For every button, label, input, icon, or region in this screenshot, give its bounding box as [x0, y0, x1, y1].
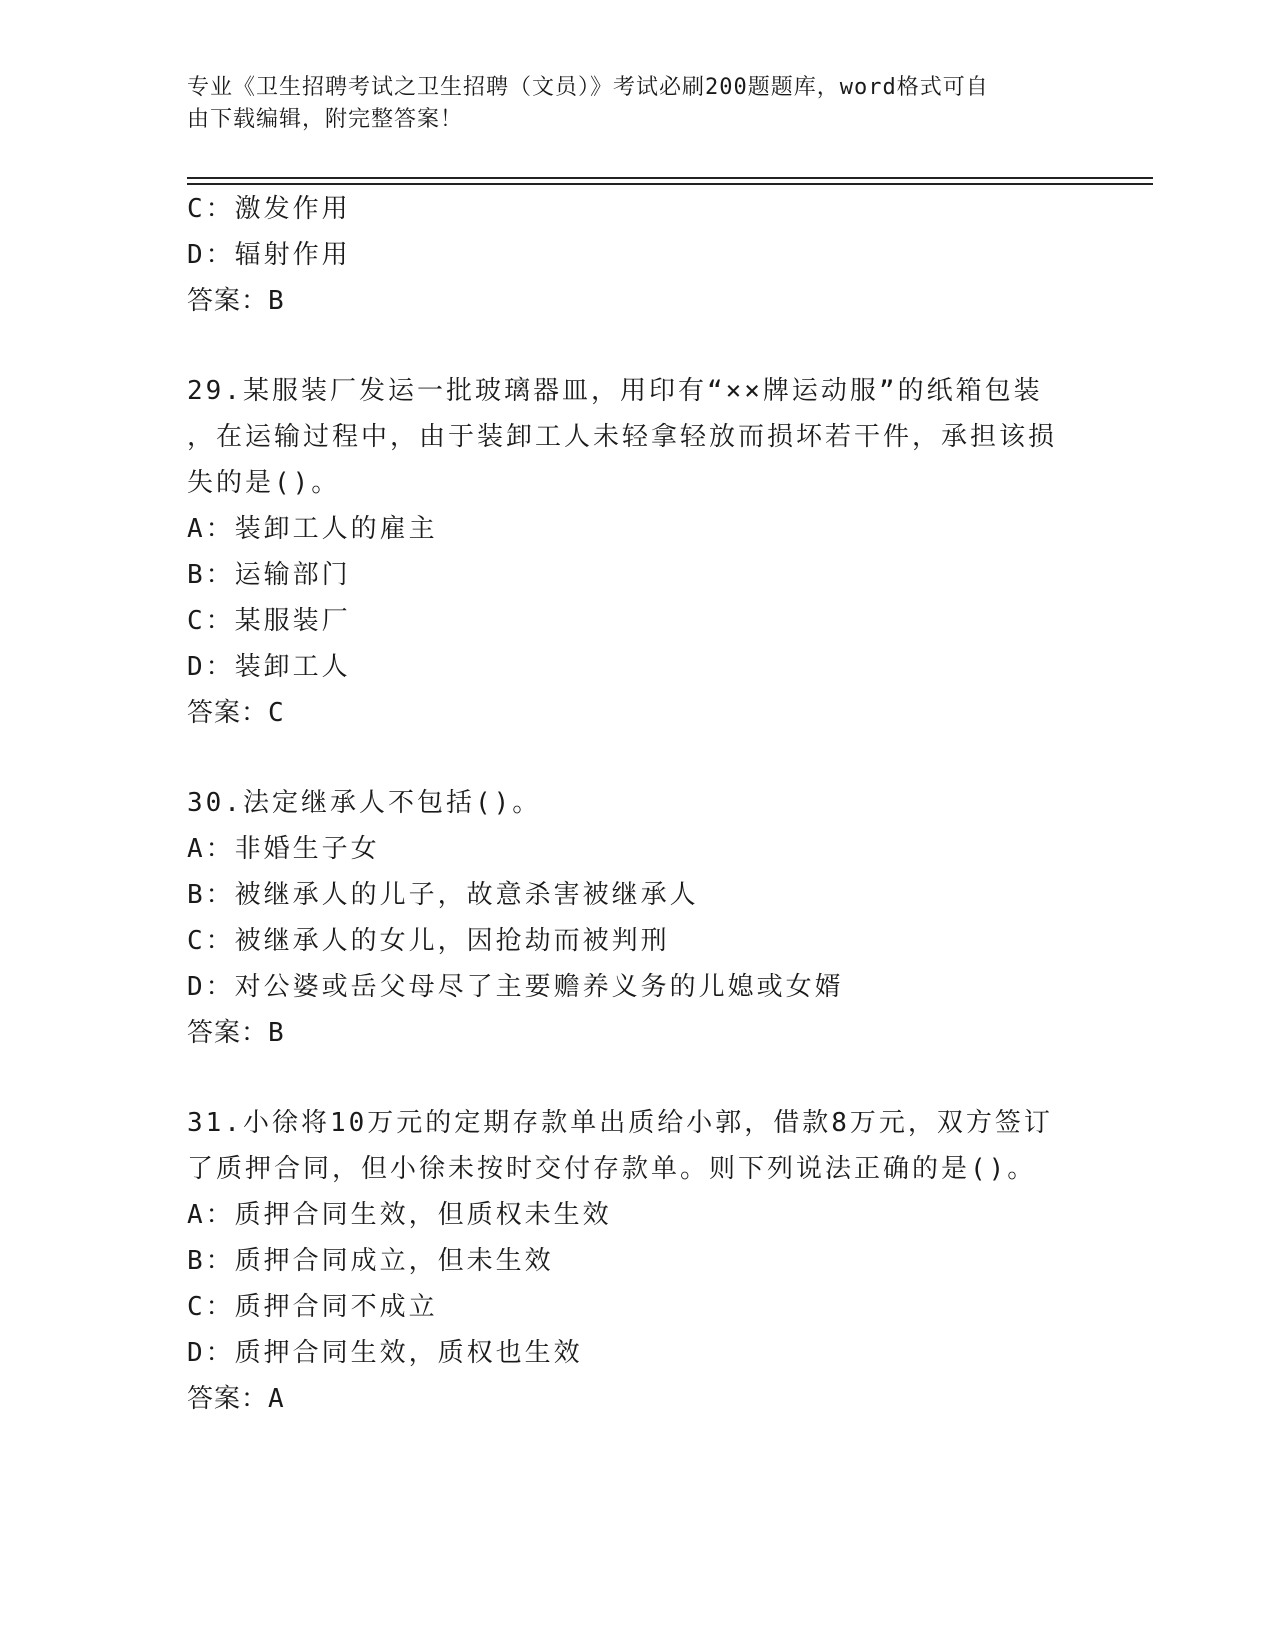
question-stem-line: ，在运输过程中，由于装卸工人未轻拿轻放而损坏若干件，承担该损 [187, 422, 1058, 452]
option-a: A：装卸工人的雇主 [187, 514, 438, 544]
question-30 [187, 780, 1087, 1056]
answer: 答案：B [187, 1018, 285, 1048]
answer: 答案：C [187, 698, 285, 728]
question-28-continued [187, 186, 1087, 324]
option-b: B：被继承人的儿子，故意杀害被继承人 [187, 880, 699, 910]
question-spacer [187, 324, 1087, 368]
question-29 [187, 368, 1087, 736]
option-d: D：装卸工人 [187, 652, 351, 682]
question-stem-line: 了质押合同，但小徐未按时交付存款单。则下列说法正确的是()。 [187, 1154, 1037, 1184]
option-c: C：质押合同不成立 [187, 1292, 438, 1322]
option-d: D：辐射作用 [187, 240, 351, 270]
document-header [187, 72, 1067, 136]
question-stem-line: 30.法定继承人不包括()。 [187, 788, 542, 818]
question-spacer [187, 736, 1087, 780]
option-d: D：质押合同生效，质权也生效 [187, 1338, 583, 1368]
question-stem-line: 29.某服装厂发运一批玻璃器皿，用印有“××牌运动服”的纸箱包装 [187, 376, 1043, 406]
header-line-2: 由下载编辑，附完整答案！ [187, 107, 464, 132]
answer: 答案：B [187, 286, 285, 316]
answer: 答案：A [187, 1384, 285, 1414]
option-c: C：某服装厂 [187, 606, 351, 636]
header-line-1: 专业《卫生招聘考试之卫生招聘（文员）》考试必刷200题题库，word格式可自 [187, 75, 989, 100]
option-b: B：运输部门 [187, 560, 351, 590]
option-c: C：被继承人的女儿，因抢劫而被判刑 [187, 926, 670, 956]
option-c: C：激发作用 [187, 194, 351, 224]
option-a: A：质押合同生效，但质权未生效 [187, 1200, 612, 1230]
question-content [187, 186, 1087, 1422]
question-spacer [187, 1056, 1087, 1100]
question-31 [187, 1100, 1087, 1422]
header-divider-bottom [187, 183, 1153, 185]
header-divider-top [187, 177, 1153, 179]
option-b: B：质押合同成立，但未生效 [187, 1246, 554, 1276]
option-d: D：对公婆或岳父母尽了主要赡养义务的儿媳或女婿 [187, 972, 844, 1002]
option-a: A：非婚生子女 [187, 834, 380, 864]
question-stem-line: 失的是()。 [187, 468, 341, 498]
question-stem-line: 31.小徐将10万元的定期存款单出质给小郭，借款8万元，双方签订 [187, 1108, 1053, 1138]
